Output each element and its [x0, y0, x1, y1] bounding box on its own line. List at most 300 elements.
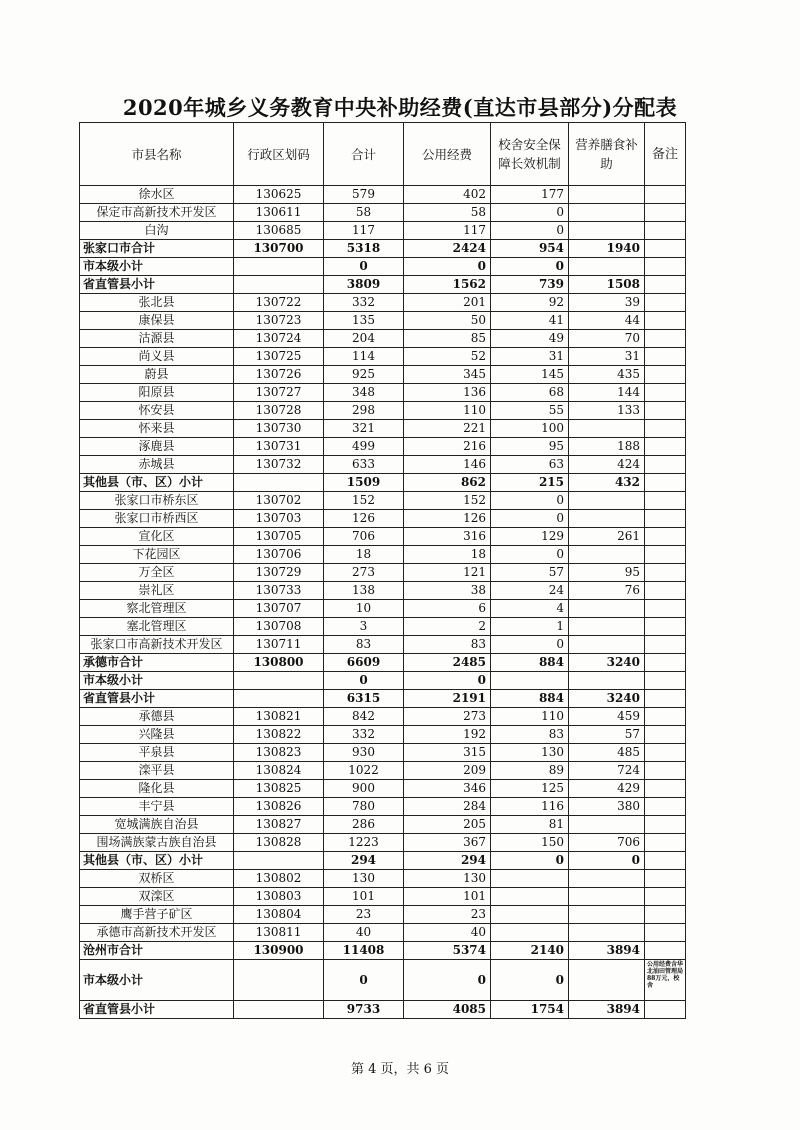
row-safety: 1754 — [491, 1001, 569, 1019]
row-note — [645, 438, 686, 456]
row-public: 2485 — [404, 654, 491, 672]
row-note — [645, 420, 686, 438]
row-note — [645, 330, 686, 348]
row-safety: 31 — [491, 348, 569, 366]
row-public: 2424 — [404, 240, 491, 258]
row-code — [234, 276, 324, 294]
row-note — [645, 672, 686, 690]
row-safety: 68 — [491, 384, 569, 402]
row-nutrition — [569, 420, 645, 438]
row-safety — [491, 870, 569, 888]
row-note — [645, 1001, 686, 1019]
row-code: 130711 — [234, 636, 324, 654]
row-code: 130826 — [234, 798, 324, 816]
row-total: 18 — [324, 546, 404, 564]
row-safety: 24 — [491, 582, 569, 600]
row-safety: 739 — [491, 276, 569, 294]
row-safety: 0 — [491, 222, 569, 240]
row-code — [234, 690, 324, 708]
row-code: 130822 — [234, 726, 324, 744]
table-row — [80, 186, 686, 204]
row-note — [645, 384, 686, 402]
row-safety: 0 — [491, 852, 569, 870]
row-nutrition: 3240 — [569, 690, 645, 708]
row-total: 101 — [324, 888, 404, 906]
row-name: 围场满族蒙古族自治县 — [80, 834, 234, 852]
row-total: 273 — [324, 564, 404, 582]
row-nutrition — [569, 204, 645, 222]
table-row — [80, 384, 686, 402]
row-public: 85 — [404, 330, 491, 348]
row-public: 2191 — [404, 690, 491, 708]
row-safety: 0 — [491, 204, 569, 222]
table-row — [80, 366, 686, 384]
row-public: 209 — [404, 762, 491, 780]
header-total: 合计 — [324, 123, 404, 186]
row-public: 205 — [404, 816, 491, 834]
row-public: 221 — [404, 420, 491, 438]
row-name: 双滦区 — [80, 888, 234, 906]
row-public: 284 — [404, 798, 491, 816]
row-note — [645, 906, 686, 924]
header-note: 备注 — [645, 123, 686, 186]
row-note — [645, 312, 686, 330]
row-total: 1022 — [324, 762, 404, 780]
row-nutrition — [569, 636, 645, 654]
row-note — [645, 924, 686, 942]
row-nutrition — [569, 510, 645, 528]
row-code — [234, 1001, 324, 1019]
row-total: 11408 — [324, 942, 404, 960]
row-public: 52 — [404, 348, 491, 366]
row-code: 130731 — [234, 438, 324, 456]
row-nutrition — [569, 618, 645, 636]
table-row — [80, 546, 686, 564]
row-total: 294 — [324, 852, 404, 870]
table-row — [80, 330, 686, 348]
table-row — [80, 906, 686, 924]
row-public: 50 — [404, 312, 491, 330]
row-nutrition: 1508 — [569, 276, 645, 294]
table-row — [80, 708, 686, 726]
table-row — [80, 474, 686, 492]
row-name: 阳原县 — [80, 384, 234, 402]
row-total: 6315 — [324, 690, 404, 708]
header-name: 市县名称 — [80, 123, 234, 186]
row-nutrition — [569, 816, 645, 834]
row-note — [645, 564, 686, 582]
table-row — [80, 222, 686, 240]
table-row — [80, 744, 686, 762]
row-nutrition: 485 — [569, 744, 645, 762]
row-total: 117 — [324, 222, 404, 240]
row-safety: 0 — [491, 546, 569, 564]
row-nutrition: 133 — [569, 402, 645, 420]
row-name: 蔚县 — [80, 366, 234, 384]
table-row — [80, 780, 686, 798]
row-code: 130729 — [234, 564, 324, 582]
table-row — [80, 798, 686, 816]
row-total: 332 — [324, 726, 404, 744]
row-note — [645, 708, 686, 726]
row-code: 130800 — [234, 654, 324, 672]
row-nutrition: 95 — [569, 564, 645, 582]
row-safety: 1 — [491, 618, 569, 636]
row-code: 130725 — [234, 348, 324, 366]
row-nutrition: 432 — [569, 474, 645, 492]
row-code: 130824 — [234, 762, 324, 780]
row-nutrition: 3894 — [569, 942, 645, 960]
row-safety: 177 — [491, 186, 569, 204]
row-nutrition: 70 — [569, 330, 645, 348]
row-safety: 0 — [491, 492, 569, 510]
row-total: 0 — [324, 258, 404, 276]
row-total: 58 — [324, 204, 404, 222]
row-nutrition: 706 — [569, 834, 645, 852]
row-safety — [491, 888, 569, 906]
row-total: 135 — [324, 312, 404, 330]
table-row — [80, 204, 686, 222]
row-nutrition: 31 — [569, 348, 645, 366]
row-total: 9733 — [324, 1001, 404, 1019]
row-name: 怀安县 — [80, 402, 234, 420]
row-safety: 0 — [491, 510, 569, 528]
row-total: 321 — [324, 420, 404, 438]
row-safety: 0 — [491, 636, 569, 654]
row-name: 徐水区 — [80, 186, 234, 204]
row-total: 83 — [324, 636, 404, 654]
row-public: 121 — [404, 564, 491, 582]
row-note — [645, 852, 686, 870]
row-note — [645, 744, 686, 762]
table-row — [80, 240, 686, 258]
row-code: 130724 — [234, 330, 324, 348]
row-safety: 41 — [491, 312, 569, 330]
row-safety: 4 — [491, 600, 569, 618]
row-code: 130706 — [234, 546, 324, 564]
row-safety: 0 — [491, 960, 569, 1001]
row-name: 康保县 — [80, 312, 234, 330]
table-row — [80, 312, 686, 330]
row-total: 842 — [324, 708, 404, 726]
row-note — [645, 942, 686, 960]
row-nutrition: 0 — [569, 852, 645, 870]
row-note — [645, 492, 686, 510]
row-code — [234, 258, 324, 276]
row-nutrition: 44 — [569, 312, 645, 330]
row-nutrition — [569, 492, 645, 510]
row-name: 省直管县小计 — [80, 276, 234, 294]
row-total: 925 — [324, 366, 404, 384]
row-name: 省直管县小计 — [80, 1001, 234, 1019]
row-code — [234, 672, 324, 690]
row-nutrition — [569, 600, 645, 618]
row-note — [645, 222, 686, 240]
table-row — [80, 672, 686, 690]
row-code — [234, 960, 324, 1001]
row-public: 110 — [404, 402, 491, 420]
row-name: 沽源县 — [80, 330, 234, 348]
row-nutrition: 380 — [569, 798, 645, 816]
table-body — [80, 186, 686, 1019]
row-note — [645, 186, 686, 204]
row-safety: 150 — [491, 834, 569, 852]
row-note — [645, 348, 686, 366]
row-code: 130625 — [234, 186, 324, 204]
page-footer: 第 4 页，共 6 页 — [350, 1062, 450, 1077]
row-name: 隆化县 — [80, 780, 234, 798]
row-code: 130732 — [234, 456, 324, 474]
row-public: 2 — [404, 618, 491, 636]
row-total: 499 — [324, 438, 404, 456]
row-note — [645, 294, 686, 312]
row-nutrition: 188 — [569, 438, 645, 456]
row-name: 滦平县 — [80, 762, 234, 780]
table-row — [80, 1001, 686, 1019]
row-note — [645, 456, 686, 474]
row-safety: 129 — [491, 528, 569, 546]
row-nutrition: 144 — [569, 384, 645, 402]
row-safety: 130 — [491, 744, 569, 762]
row-total: 138 — [324, 582, 404, 600]
row-nutrition — [569, 222, 645, 240]
table-row — [80, 618, 686, 636]
row-code: 130733 — [234, 582, 324, 600]
row-safety: 2140 — [491, 942, 569, 960]
row-total: 930 — [324, 744, 404, 762]
row-name: 张北县 — [80, 294, 234, 312]
row-public: 40 — [404, 924, 491, 942]
row-total: 706 — [324, 528, 404, 546]
row-name: 承德市合计 — [80, 654, 234, 672]
row-public: 130 — [404, 870, 491, 888]
row-code: 130802 — [234, 870, 324, 888]
table-row — [80, 438, 686, 456]
row-note — [645, 546, 686, 564]
row-note — [645, 798, 686, 816]
row-name: 丰宁县 — [80, 798, 234, 816]
row-total: 0 — [324, 960, 404, 1001]
row-nutrition — [569, 186, 645, 204]
row-note — [645, 636, 686, 654]
row-code: 130803 — [234, 888, 324, 906]
row-code: 130700 — [234, 240, 324, 258]
row-name: 张家口市桥东区 — [80, 492, 234, 510]
row-nutrition: 435 — [569, 366, 645, 384]
row-code — [234, 852, 324, 870]
table-row — [80, 960, 686, 1001]
row-public: 58 — [404, 204, 491, 222]
row-note — [645, 528, 686, 546]
table-row — [80, 600, 686, 618]
row-total: 1223 — [324, 834, 404, 852]
row-safety — [491, 906, 569, 924]
row-name: 怀来县 — [80, 420, 234, 438]
row-safety: 49 — [491, 330, 569, 348]
row-safety: 145 — [491, 366, 569, 384]
row-code: 130823 — [234, 744, 324, 762]
row-total: 6609 — [324, 654, 404, 672]
row-public: 201 — [404, 294, 491, 312]
row-total: 3809 — [324, 276, 404, 294]
row-total: 204 — [324, 330, 404, 348]
row-note — [645, 762, 686, 780]
row-safety: 57 — [491, 564, 569, 582]
row-name: 市本级小计 — [80, 960, 234, 1001]
page-title: 2020年城乡义务教育中央补助经费(直达市县部分)分配表 — [122, 95, 678, 120]
row-note — [645, 366, 686, 384]
row-safety: 125 — [491, 780, 569, 798]
row-nutrition: 3240 — [569, 654, 645, 672]
row-name: 保定市高新技术开发区 — [80, 204, 234, 222]
row-note — [645, 582, 686, 600]
row-code: 130821 — [234, 708, 324, 726]
row-public: 136 — [404, 384, 491, 402]
row-code: 130730 — [234, 420, 324, 438]
row-note — [645, 402, 686, 420]
row-safety: 100 — [491, 420, 569, 438]
row-note — [645, 510, 686, 528]
row-name: 尚义县 — [80, 348, 234, 366]
table-row — [80, 528, 686, 546]
table-row — [80, 582, 686, 600]
row-code: 130827 — [234, 816, 324, 834]
row-code — [234, 474, 324, 492]
row-name: 宣化区 — [80, 528, 234, 546]
table-row — [80, 276, 686, 294]
row-total: 126 — [324, 510, 404, 528]
row-total: 579 — [324, 186, 404, 204]
row-nutrition — [569, 960, 645, 1001]
row-safety — [491, 672, 569, 690]
row-name: 白沟 — [80, 222, 234, 240]
row-name: 省直管县小计 — [80, 690, 234, 708]
row-name: 赤城县 — [80, 456, 234, 474]
row-public: 862 — [404, 474, 491, 492]
row-total: 5318 — [324, 240, 404, 258]
row-nutrition: 3894 — [569, 1001, 645, 1019]
row-name: 平泉县 — [80, 744, 234, 762]
row-nutrition — [569, 906, 645, 924]
row-public: 5374 — [404, 942, 491, 960]
row-safety: 81 — [491, 816, 569, 834]
row-nutrition: 1940 — [569, 240, 645, 258]
row-name: 市本级小计 — [80, 672, 234, 690]
row-safety: 884 — [491, 654, 569, 672]
row-name: 涿鹿县 — [80, 438, 234, 456]
row-name: 承德市高新技术开发区 — [80, 924, 234, 942]
row-public: 315 — [404, 744, 491, 762]
row-code: 130811 — [234, 924, 324, 942]
row-safety: 92 — [491, 294, 569, 312]
row-code: 130825 — [234, 780, 324, 798]
row-note — [645, 780, 686, 798]
row-nutrition: 57 — [569, 726, 645, 744]
row-nutrition — [569, 888, 645, 906]
table-row — [80, 942, 686, 960]
row-public: 273 — [404, 708, 491, 726]
table-row — [80, 924, 686, 942]
row-code: 130804 — [234, 906, 324, 924]
table-row — [80, 870, 686, 888]
row-code: 130828 — [234, 834, 324, 852]
row-total: 332 — [324, 294, 404, 312]
row-safety: 215 — [491, 474, 569, 492]
row-public: 101 — [404, 888, 491, 906]
row-note — [645, 600, 686, 618]
table-row — [80, 726, 686, 744]
header-public: 公用经费 — [404, 123, 491, 186]
row-code: 130685 — [234, 222, 324, 240]
row-code: 130702 — [234, 492, 324, 510]
row-note — [645, 726, 686, 744]
header-code: 行政区划码 — [234, 123, 324, 186]
row-total: 633 — [324, 456, 404, 474]
row-name: 崇礼区 — [80, 582, 234, 600]
row-safety: 954 — [491, 240, 569, 258]
row-code: 130707 — [234, 600, 324, 618]
row-public: 117 — [404, 222, 491, 240]
row-total: 3 — [324, 618, 404, 636]
row-total: 114 — [324, 348, 404, 366]
table-row — [80, 762, 686, 780]
row-name: 鹰手营子矿区 — [80, 906, 234, 924]
row-name: 沧州市合计 — [80, 942, 234, 960]
row-code: 130722 — [234, 294, 324, 312]
table-row — [80, 402, 686, 420]
row-name: 双桥区 — [80, 870, 234, 888]
row-note — [645, 240, 686, 258]
row-total: 348 — [324, 384, 404, 402]
table-row — [80, 690, 686, 708]
row-public: 367 — [404, 834, 491, 852]
row-nutrition: 39 — [569, 294, 645, 312]
row-total: 298 — [324, 402, 404, 420]
row-safety: 110 — [491, 708, 569, 726]
row-total: 780 — [324, 798, 404, 816]
row-total: 152 — [324, 492, 404, 510]
row-public: 23 — [404, 906, 491, 924]
row-public: 38 — [404, 582, 491, 600]
row-note — [645, 618, 686, 636]
row-code: 130728 — [234, 402, 324, 420]
row-public: 4085 — [404, 1001, 491, 1019]
row-nutrition — [569, 672, 645, 690]
row-safety: 116 — [491, 798, 569, 816]
row-nutrition — [569, 924, 645, 942]
row-name: 市本级小计 — [80, 258, 234, 276]
table-row — [80, 492, 686, 510]
row-public: 0 — [404, 960, 491, 1001]
row-total: 0 — [324, 672, 404, 690]
table-row — [80, 258, 686, 276]
row-name: 兴隆县 — [80, 726, 234, 744]
header-nutrition: 营养膳食补助 — [569, 123, 645, 186]
row-public: 192 — [404, 726, 491, 744]
row-note — [645, 258, 686, 276]
row-nutrition: 429 — [569, 780, 645, 798]
row-nutrition: 261 — [569, 528, 645, 546]
row-nutrition — [569, 258, 645, 276]
table-row — [80, 510, 686, 528]
row-note — [645, 888, 686, 906]
row-safety — [491, 924, 569, 942]
row-name: 宽城满族自治县 — [80, 816, 234, 834]
row-public: 346 — [404, 780, 491, 798]
row-name: 下花园区 — [80, 546, 234, 564]
row-nutrition: 459 — [569, 708, 645, 726]
row-total: 40 — [324, 924, 404, 942]
